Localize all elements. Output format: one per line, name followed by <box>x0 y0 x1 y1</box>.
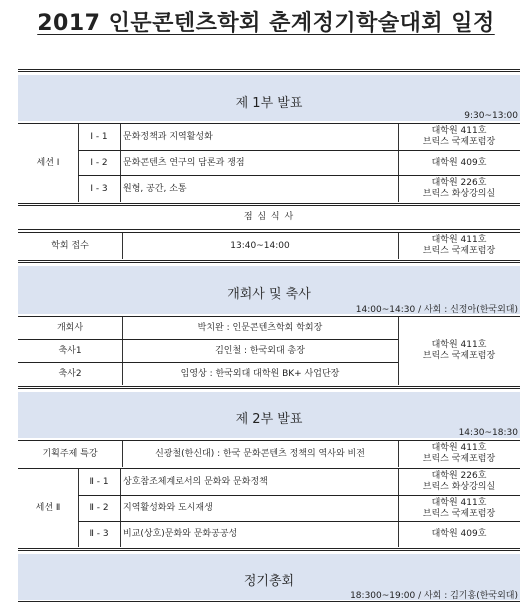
special-lecture-topic: 신광철(한신대) : 한국 문화콘텐츠 정책의 역사와 비전 <box>155 448 365 459</box>
opening-row2-speaker: 김인철 : 한국외대 총장 <box>215 345 305 356</box>
session1-row2-topic: 문화콘텐츠 연구의 담론과 쟁점 <box>123 157 245 168</box>
opening-row3-speaker: 임영상 : 한국외대 대학원 BK+ 사업단장 <box>180 368 340 379</box>
session1-row1-venue: 대학원 411호 브릭스 국제포럼장 <box>422 126 496 147</box>
session2-row1-topic: 상호참조체계로서의 문화와 문화정책 <box>123 476 268 487</box>
part1-time: 9:30~13:00 <box>464 111 518 121</box>
special-lecture-venue: 대학원 411호 브릭스 국제포럼장 <box>422 443 496 464</box>
part2-heading: 제 2부 발표 <box>235 412 303 427</box>
table-top-border <box>18 69 520 72</box>
session1-row1-topic: 문화정책과 지역활성화 <box>123 131 213 142</box>
session1-row2-venue: 대학원 409호 <box>431 157 487 168</box>
registration-venue: 대학원 411호 브릭스 국제포럼장 <box>422 235 496 256</box>
opening-row2-label: 축사1 <box>58 345 82 356</box>
session2-row1-num: Ⅱ - 1 <box>89 476 109 487</box>
opening-row1-label: 개회사 <box>56 322 84 333</box>
session1-row3-venue: 대학원 226호 브릭스 화상강의실 <box>422 178 496 199</box>
session2-row3-topic: 비교(상호)문화와 문화공공성 <box>123 529 238 539</box>
general-meeting-heading: 정기총회 <box>243 574 295 589</box>
session2-row2-venue: 대학원 411호 브릭스 국제포럼장 <box>422 497 496 519</box>
special-lecture-label: 기획주제 특강 <box>42 448 98 459</box>
registration-label: 학회 접수 <box>51 240 89 251</box>
session2-row3-venue: 대학원 409호 <box>431 529 487 539</box>
session1-row2-num: Ⅰ - 2 <box>90 157 108 168</box>
registration-time: 13:40~14:00 <box>230 240 290 251</box>
opening-header <box>18 266 520 314</box>
page-title: 2017 인문콘텐츠학회 춘계정기학술대회 일정 <box>37 11 495 36</box>
opening-time: 14:00~14:30 / 사회 : 신정아(한국외대) <box>355 305 518 315</box>
opening-row1-speaker: 박치완 : 인문콘텐츠학회 학회장 <box>197 322 323 333</box>
session2-row2-topic: 지역활성화와 도시재생 <box>123 503 213 513</box>
session2-row3-num: Ⅱ - 3 <box>89 529 109 539</box>
lunch-row: 점 심 식 사 <box>243 211 295 222</box>
session1-row3-topic: 원형, 공간, 소통 <box>123 183 187 194</box>
general-meeting-header <box>18 554 520 600</box>
session1-label: 세션 Ⅰ <box>36 157 60 168</box>
part1-header <box>18 75 520 121</box>
session1-row3-num: Ⅰ - 3 <box>90 183 108 194</box>
general-meeting-time: 18:300~19:00 / 사회 : 김기홍(한국외대) <box>350 591 518 601</box>
session2-row1-venue: 대학원 226호 브릭스 화상강의실 <box>422 471 496 492</box>
session2-label: 세션 Ⅱ <box>35 502 61 513</box>
part2-time: 14:30~18:30 <box>458 428 518 438</box>
opening-heading: 개회사 및 축사 <box>227 287 311 302</box>
opening-row3-label: 축사2 <box>58 368 82 379</box>
opening-venue: 대학원 411호 브릭스 국제포럼장 <box>422 340 496 361</box>
part2-header <box>18 392 520 438</box>
session2-row2-num: Ⅱ - 2 <box>89 503 109 513</box>
part1-heading: 제 1부 발표 <box>235 96 303 111</box>
session1-row1-num: Ⅰ - 1 <box>90 131 108 142</box>
